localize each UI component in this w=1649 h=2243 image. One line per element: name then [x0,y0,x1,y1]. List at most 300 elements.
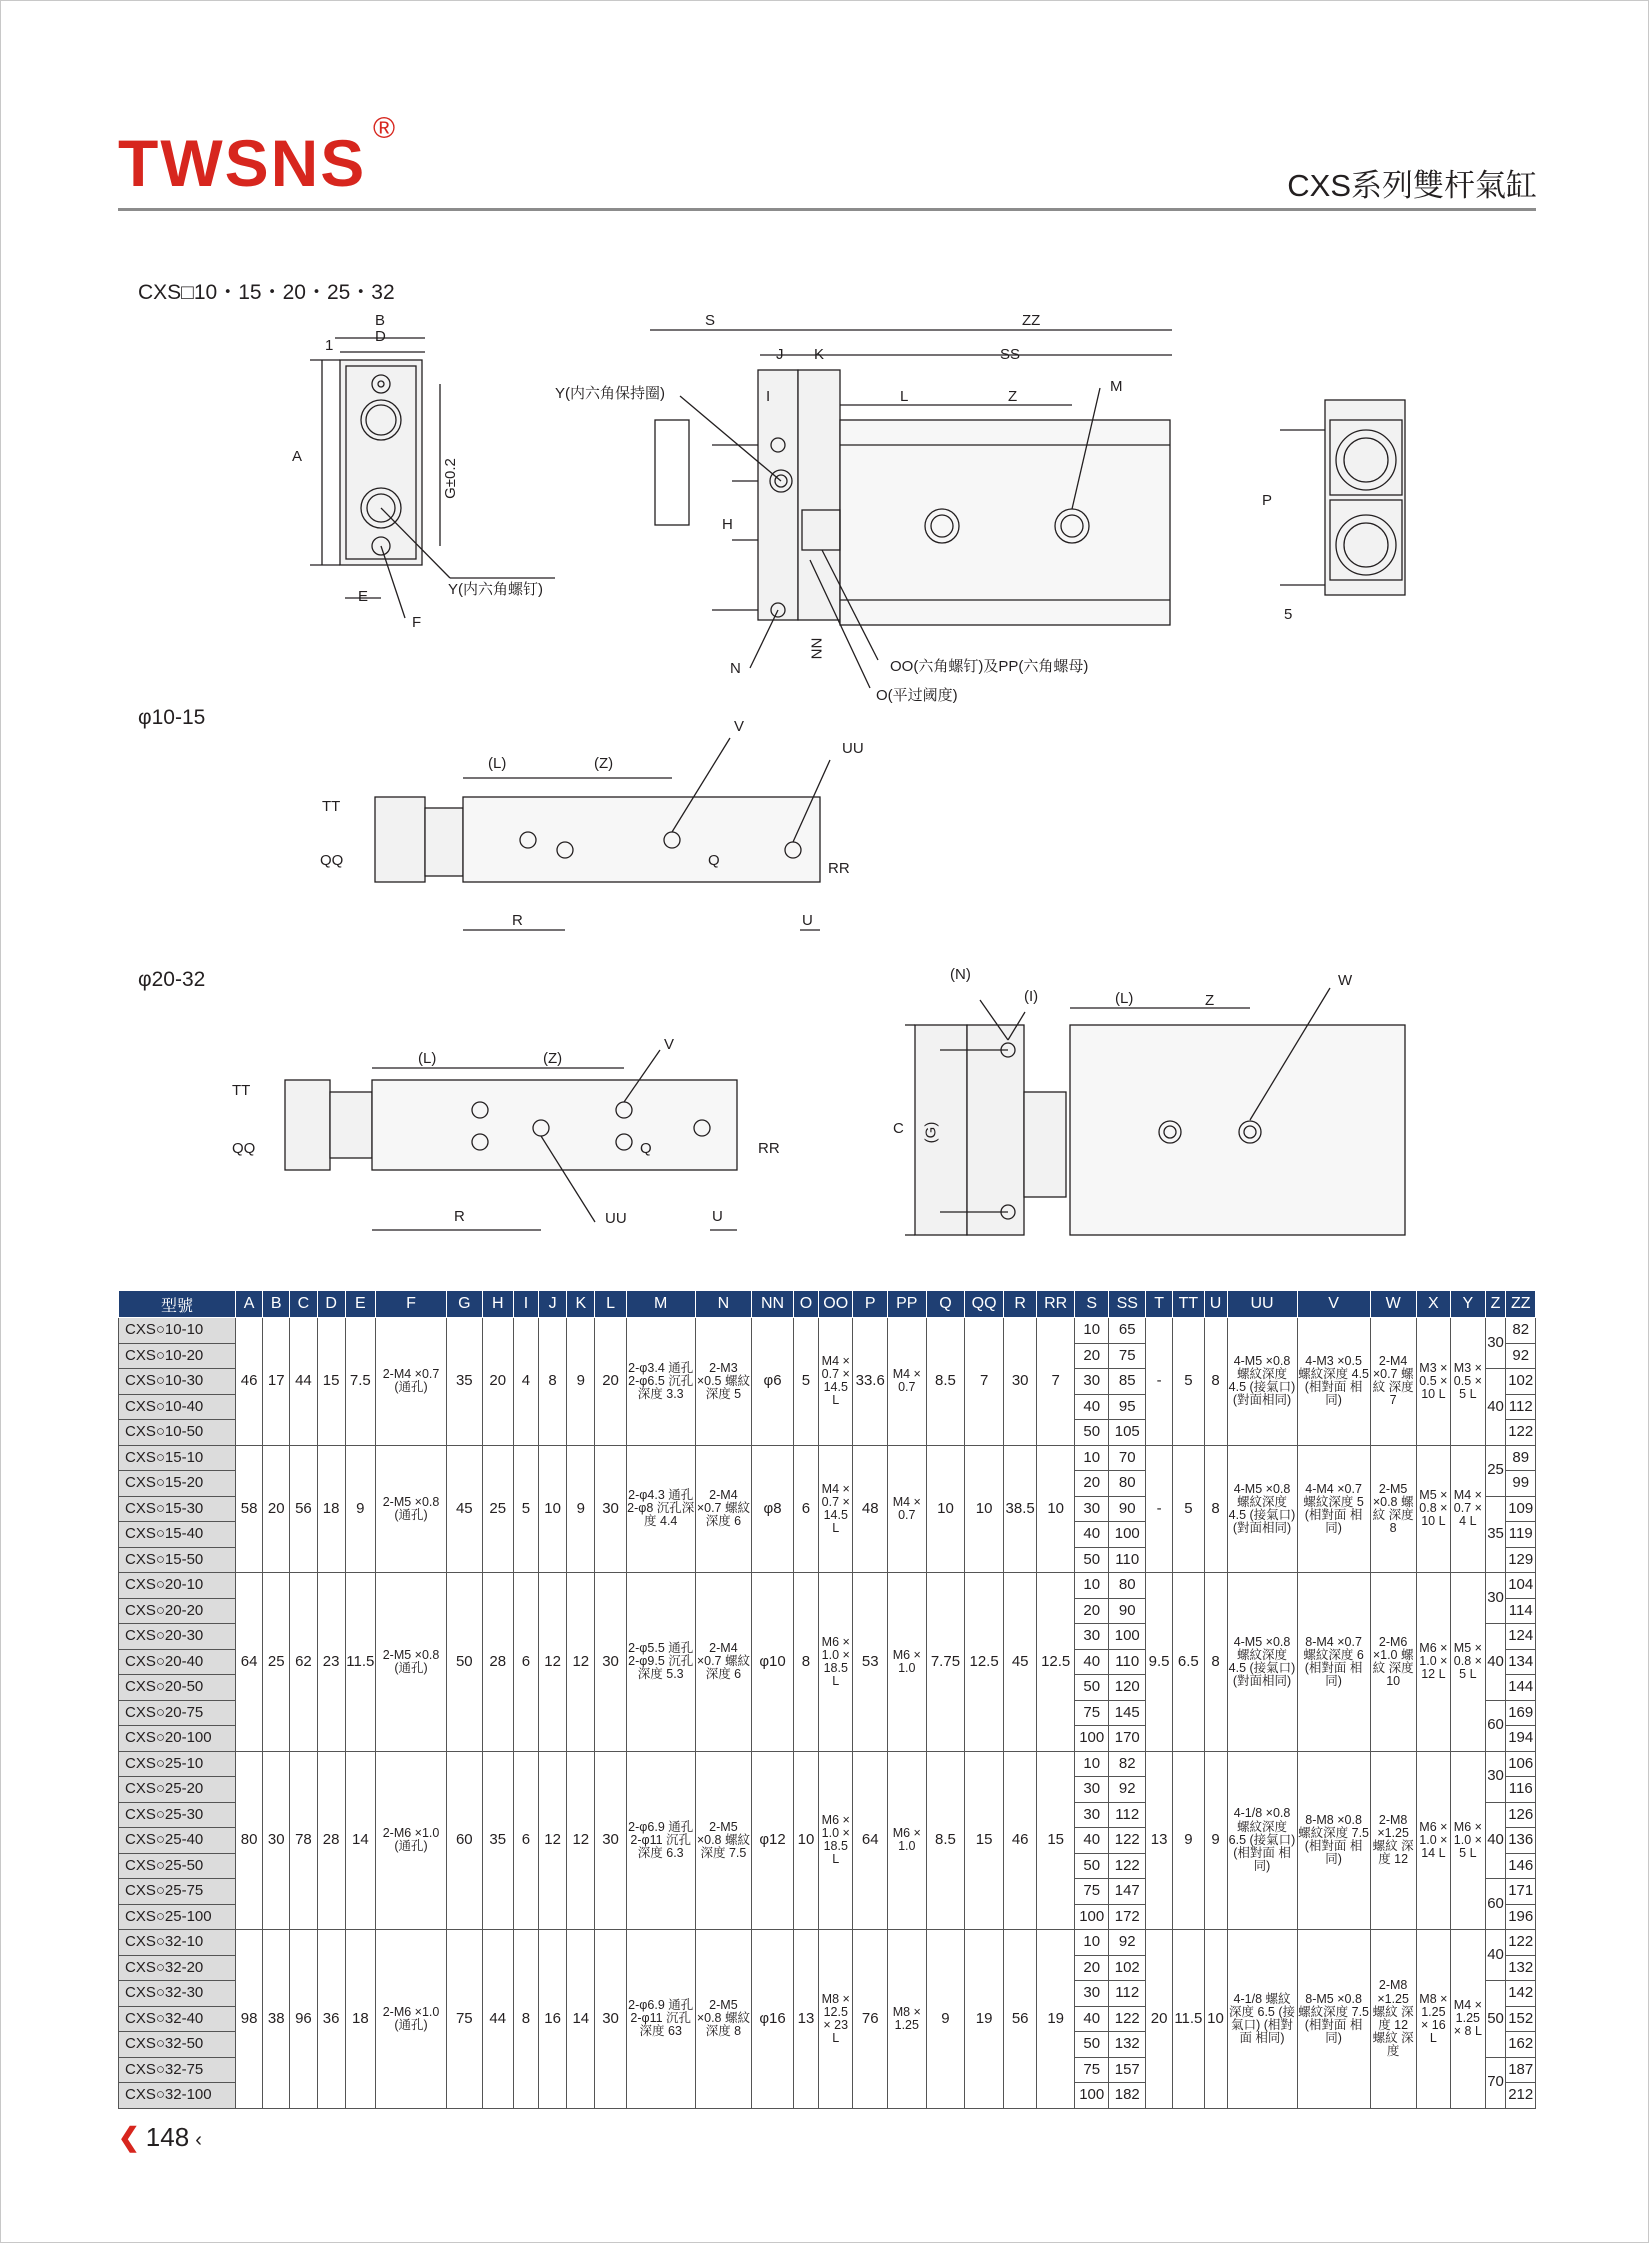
cell-zz: 89 [1506,1445,1536,1471]
header-pp: PP [887,1291,926,1318]
header-x: X [1416,1291,1450,1318]
cell-zz: 106 [1506,1751,1536,1777]
cell-m: 2-φ3.4 通孔 2-φ6.5 沉孔深度 3.3 [626,1318,695,1446]
cell-o: 10 [793,1751,818,1930]
cell-zz: 212 [1506,2083,1536,2109]
cell-zz: 122 [1506,1420,1536,1446]
cell-s: 50 [1074,1853,1108,1879]
cell-qq: 15 [965,1751,1004,1930]
header-model: 型號 [119,1291,236,1318]
cell-zz: 102 [1506,1369,1536,1395]
cell-i: 6 [513,1573,538,1752]
header-l: L [595,1291,626,1318]
cell-c: 96 [290,1930,317,2109]
small-arrow-icon: ‹ [195,2129,202,2151]
cell-j: 10 [538,1445,566,1573]
section-10-15-title: φ10-15 [138,706,206,729]
cell-q: 7.75 [926,1573,965,1752]
cell-d: 36 [317,1930,345,2109]
model-cell: CXS○15-40 [119,1522,236,1548]
cell-ss: 75 [1109,1343,1146,1369]
cell-ss: 112 [1109,1802,1146,1828]
cell-k: 12 [567,1751,595,1930]
cell-t: 20 [1146,1930,1173,2109]
cell-f: 2-M4 ×0.7 (通孔) [376,1318,447,1446]
dim-Z-1015: (Z) [594,755,614,772]
cell-e: 9 [345,1445,375,1573]
cell-zz: 196 [1506,1904,1536,1930]
dim-SS: SS [1000,346,1021,363]
cell-oo: M8 × 12.5 × 23 L [819,1930,853,2109]
dim-Z-2032: (Z) [543,1050,563,1067]
cell-oo: M6 × 1.0 × 18.5 L [819,1573,853,1752]
cell-s: 40 [1074,1828,1108,1854]
cell-s: 30 [1074,1777,1108,1803]
cell-c: 56 [290,1445,317,1573]
header-b: B [263,1291,290,1318]
cell-r: 45 [1003,1573,1036,1752]
cell-zz: 104 [1506,1573,1536,1599]
cell-i: 5 [513,1445,538,1573]
cell-s: 30 [1074,1802,1108,1828]
header-ss: SS [1109,1291,1146,1318]
cell-qq: 19 [965,1930,1004,2109]
dim-5: 5 [1284,606,1293,623]
cell-g: 60 [447,1751,483,1930]
cell-s: 30 [1074,1496,1108,1522]
cell-qq: 7 [965,1318,1004,1446]
cell-s: 100 [1074,1726,1108,1752]
dim-C: C [893,1120,904,1137]
cell-n: 2-M4 ×0.7 螺紋 深度 6 [695,1445,751,1573]
cell-c: 78 [290,1751,317,1930]
cell-h: 28 [482,1573,513,1752]
table-row [119,1751,1536,1777]
cell-ss: 92 [1109,1930,1146,1956]
cell-c: 62 [290,1573,317,1752]
dim-K: K [814,346,825,363]
cell-ss: 110 [1109,1547,1146,1573]
cell-zz: 142 [1506,1981,1536,2007]
cell-l: 30 [595,1445,626,1573]
cell-u: 8 [1204,1318,1227,1446]
cell-i: 4 [513,1318,538,1446]
table-row [119,1445,1536,1471]
cell-r: 30 [1003,1318,1036,1446]
model-cell: CXS○15-50 [119,1547,236,1573]
dim-RR-1015: RR [828,860,850,877]
cell-ss: 120 [1109,1675,1146,1701]
cell-g: 75 [447,1930,483,2109]
cell-ss: 147 [1109,1879,1146,1905]
cell-zz: 82 [1506,1318,1536,1344]
cell-ss: 85 [1109,1369,1146,1395]
side-view-drawing [650,330,1172,688]
header-g: G [447,1291,483,1318]
model-cell: CXS○25-10 [119,1751,236,1777]
cell-v: 4-M4 ×0.7 螺紋深度 5 (相對面 相同) [1297,1445,1370,1573]
cell-ss: 132 [1109,2032,1146,2058]
model-cell: CXS○20-75 [119,1700,236,1726]
cell-s: 75 [1074,1879,1108,1905]
header-oo: OO [819,1291,853,1318]
cell-i: 8 [513,1930,538,2109]
cell-o: 8 [793,1573,818,1752]
cell-x: M5 × 0.8 × 10 L [1416,1445,1450,1573]
header-e: E [345,1291,375,1318]
cell-z: 30 [1485,1318,1506,1369]
brand-logo: TWSNS [118,126,367,200]
cell-e: 7.5 [345,1318,375,1446]
cell-s: 40 [1074,1649,1108,1675]
cell-ss: 100 [1109,1522,1146,1548]
cell-r: 46 [1003,1751,1036,1930]
cell-ss: 80 [1109,1471,1146,1497]
model-cell: CXS○25-30 [119,1802,236,1828]
dim-W: W [1338,972,1353,989]
cell-k: 9 [567,1445,595,1573]
dim-Q-2032: Q [640,1140,652,1157]
cell-a: 64 [236,1573,263,1752]
dim-E: E [358,588,369,605]
dim-I-paren: (I) [1024,988,1039,1005]
cell-z: 30 [1485,1751,1506,1802]
cell-tt: 5 [1173,1445,1204,1573]
cell-n: 2-M4 ×0.7 螺紋 深度 6 [695,1573,751,1752]
cell-u: 9 [1204,1751,1227,1930]
cell-u: 10 [1204,1930,1227,2109]
label-OO-PP: OO(六角螺钉)及PP(六角螺母) [890,658,1089,675]
dim-G-paren: (G) [922,1121,940,1144]
header-z: Z [1485,1291,1506,1318]
cell-ss: 82 [1109,1751,1146,1777]
cell-zz: 171 [1506,1879,1536,1905]
dim-R-2032: R [454,1208,465,1225]
header-o: O [793,1291,818,1318]
cell-a: 98 [236,1930,263,2109]
cell-a: 58 [236,1445,263,1573]
model-cell: CXS○15-30 [119,1496,236,1522]
cell-s: 10 [1074,1573,1108,1599]
cell-ss: 70 [1109,1445,1146,1471]
table-row [119,1318,1536,1344]
cell-w: 2-M8 ×1.25 螺紋 深度 12 螺紋 深度 [1370,1930,1416,2109]
cell-s: 75 [1074,2057,1108,2083]
header-nn: NN [752,1291,794,1318]
cell-b: 25 [263,1573,290,1752]
cell-u: 8 [1204,1573,1227,1752]
cell-z: 40 [1485,1930,1506,1981]
cell-k: 12 [567,1573,595,1752]
cell-z: 40 [1485,1802,1506,1879]
dim-Z-2032-right: Z [1205,992,1215,1009]
cell-r: 56 [1003,1930,1036,2109]
cell-ss: 92 [1109,1777,1146,1803]
cell-zz: 169 [1506,1700,1536,1726]
cell-s: 50 [1074,1675,1108,1701]
dim-TT-2032: TT [232,1082,251,1099]
model-cell: CXS○10-50 [119,1420,236,1446]
left-arrow-icon: ❮ [118,2122,140,2152]
section-20-32-title: φ20-32 [138,968,206,991]
cell-tt: 6.5 [1173,1573,1204,1752]
dim-N-paren: (N) [950,966,971,983]
cell-s: 10 [1074,1445,1108,1471]
cell-zz: 146 [1506,1853,1536,1879]
cell-p: 48 [853,1445,887,1573]
cell-b: 17 [263,1318,290,1446]
label-Y-screw: Y(内六角螺钉) [448,581,543,598]
model-cell: CXS○20-20 [119,1598,236,1624]
page-title: CXS系列雙杆氣缸 [1287,168,1537,203]
cell-ss: 170 [1109,1726,1146,1752]
registered-mark: ® [373,112,396,145]
dim-UU-2032: UU [605,1210,627,1227]
cell-x: M3 × 0.5 × 10 L [1416,1318,1450,1446]
cell-qq: 10 [965,1445,1004,1573]
dim-1: 1 [325,337,334,354]
cell-i: 6 [513,1751,538,1930]
model-cell: CXS○10-20 [119,1343,236,1369]
cell-zz: 99 [1506,1471,1536,1497]
cell-ss: 182 [1109,2083,1146,2109]
cell-q: 8.5 [926,1751,965,1930]
header-n: N [695,1291,751,1318]
cell-o: 5 [793,1318,818,1446]
cell-rr: 19 [1037,1930,1075,2109]
cell-w: 2-M6 ×1.0 螺紋 深度 10 [1370,1573,1416,1752]
cell-z: 40 [1485,1624,1506,1701]
model-cell: CXS○10-40 [119,1394,236,1420]
cell-j: 12 [538,1751,566,1930]
cell-pp: M4 × 0.7 [887,1445,926,1573]
model-cell: CXS○15-10 [119,1445,236,1471]
cell-qq: 12.5 [965,1573,1004,1752]
cell-pp: M6 × 1.0 [887,1751,926,1930]
dim-R-1015: R [512,912,523,929]
header-y: Y [1451,1291,1485,1318]
cell-s: 40 [1074,2006,1108,2032]
cell-o: 13 [793,1930,818,2109]
right-view-drawing [1280,400,1405,595]
cell-n: 2-M5 ×0.8 螺紋 深度 8 [695,1930,751,2109]
cell-nn: φ12 [752,1751,794,1930]
header-a: A [236,1291,263,1318]
header-j: J [538,1291,566,1318]
cell-zz: 126 [1506,1802,1536,1828]
cell-j: 16 [538,1930,566,2109]
cell-s: 50 [1074,1420,1108,1446]
cell-v: 8-M4 ×0.7 螺紋深度 6 (相對面 相同) [1297,1573,1370,1752]
cell-g: 35 [447,1318,483,1446]
cell-m: 2-φ6.9 通孔 2-φ11 沉孔深度 6.3 [626,1751,695,1930]
cell-uu: 4-M5 ×0.8 螺紋深度 4.5 (接氣口) (對面相同) [1227,1318,1297,1446]
model-cell: CXS○32-20 [119,1955,236,1981]
cell-b: 38 [263,1930,290,2109]
cell-nn: φ8 [752,1445,794,1573]
header-f: F [376,1291,447,1318]
cell-s: 100 [1074,2083,1108,2109]
header-u: U [1204,1291,1227,1318]
model-cell: CXS○25-40 [119,1828,236,1854]
cell-oo: M4 × 0.7 × 14.5 L [819,1445,853,1573]
model-cell: CXS○25-50 [119,1853,236,1879]
dim-S: S [705,312,716,329]
header-i: I [513,1291,538,1318]
header-t: T [1146,1291,1173,1318]
cell-s: 10 [1074,1751,1108,1777]
cell-rr: 12.5 [1037,1573,1075,1752]
cell-zz: 114 [1506,1598,1536,1624]
cell-rr: 15 [1037,1751,1075,1930]
cell-ss: 105 [1109,1420,1146,1446]
cell-s: 50 [1074,2032,1108,2058]
model-cell: CXS○25-20 [119,1777,236,1803]
dim-U-2032: U [712,1208,723,1225]
cell-uu: 4-1/8 ×0.8 螺紋深度 6.5 (接氣口) (相對面 相同) [1227,1751,1297,1930]
cell-s: 40 [1074,1394,1108,1420]
cell-ss: 90 [1109,1496,1146,1522]
cell-s: 20 [1074,1598,1108,1624]
cell-p: 76 [853,1930,887,2109]
cell-s: 20 [1074,1471,1108,1497]
dim-UU-1015: UU [842,740,864,757]
cell-z: 60 [1485,1879,1506,1930]
cell-oo: M4 × 0.7 × 14.5 L [819,1318,853,1446]
cell-z: 25 [1485,1445,1506,1496]
header-q: Q [926,1291,965,1318]
label-O: O(平过阈度) [876,687,958,704]
cell-v: 4-M3 ×0.5 螺紋深度 4.5 (相對面 相同) [1297,1318,1370,1446]
cell-u: 8 [1204,1445,1227,1573]
cell-v: 8-M5 ×0.8 螺紋深度 7.5 (相對面 相同) [1297,1930,1370,2109]
cell-e: 14 [345,1751,375,1930]
dim-TT-1015: TT [322,798,341,815]
cell-pp: M4 × 0.7 [887,1318,926,1446]
dim-L: L [900,388,909,405]
cell-o: 6 [793,1445,818,1573]
table-body [119,1318,1536,2109]
dim-H: H [722,516,733,533]
model-cell: CXS○15-20 [119,1471,236,1497]
cell-ss: 90 [1109,1598,1146,1624]
cell-p: 33.6 [853,1318,887,1446]
dim-Z: Z [1008,388,1018,405]
dim-P: P [1262,492,1273,509]
cell-f: 2-M5 ×0.8 (通孔) [376,1573,447,1752]
table-row [119,1930,1536,1956]
cell-z: 30 [1485,1573,1506,1624]
cell-d: 28 [317,1751,345,1930]
cell-d: 23 [317,1573,345,1752]
cell-s: 20 [1074,1955,1108,1981]
cell-zz: 132 [1506,1955,1536,1981]
dim-L-2032: (L) [418,1050,437,1067]
cell-zz: 92 [1506,1343,1536,1369]
cell-w: 2-M5 ×0.8 螺紋 深度 8 [1370,1445,1416,1573]
cell-zz: 119 [1506,1522,1536,1548]
header-h: H [482,1291,513,1318]
dim-N: N [730,660,741,677]
cell-t: 13 [1146,1751,1173,1930]
cell-zz: 112 [1506,1394,1536,1420]
cell-uu: 4-1/8 螺紋深度 6.5 (接氣口) (相對面 相同) [1227,1930,1297,2109]
cell-e: 18 [345,1930,375,2109]
model-cell: CXS○20-40 [119,1649,236,1675]
cell-f: 2-M5 ×0.8 (通孔) [376,1445,447,1573]
cell-k: 14 [567,1930,595,2109]
cell-s: 30 [1074,1624,1108,1650]
cell-x: M6 × 1.0 × 12 L [1416,1573,1450,1752]
cell-m: 2-φ5.5 通孔 2-φ9.5 沉孔深度 5.3 [626,1573,695,1752]
model-cell: CXS○20-100 [119,1726,236,1752]
cell-pp: M6 × 1.0 [887,1573,926,1752]
header-v: V [1297,1291,1370,1318]
cell-zz: 162 [1506,2032,1536,2058]
dim-L-1015: (L) [488,755,507,772]
header-m: M [626,1291,695,1318]
model-cell: CXS○32-40 [119,2006,236,2032]
cell-s: 50 [1074,1547,1108,1573]
header-c: C [290,1291,317,1318]
page-number-value: 148 [145,2122,190,2152]
cell-g: 50 [447,1573,483,1752]
model-cell: CXS○10-10 [119,1318,236,1344]
cell-h: 25 [482,1445,513,1573]
cell-s: 75 [1074,1700,1108,1726]
cell-ss: 145 [1109,1700,1146,1726]
header-s: S [1074,1291,1108,1318]
header-k: K [567,1291,595,1318]
cell-y: M3 × 0.5 × 5 L [1451,1318,1485,1446]
cell-uu: 4-M5 ×0.8 螺紋深度 4.5 (接氣口) (對面相同) [1227,1573,1297,1752]
cell-q: 9 [926,1930,965,2109]
cell-a: 46 [236,1318,263,1446]
cell-s: 10 [1074,1930,1108,1956]
header-tt: TT [1173,1291,1204,1318]
table-row [119,1573,1536,1599]
dim-U-1015: U [802,912,813,929]
dim-ZZ: ZZ [1022,312,1041,329]
dim-V-2032: V [664,1036,675,1053]
cell-h: 44 [482,1930,513,2109]
cell-rr: 7 [1037,1318,1075,1446]
cell-y: M4 × 1.25 × 8 L [1451,1930,1485,2109]
dim-Q-1015: Q [708,852,720,869]
cell-w: 2-M4 ×0.7 螺紋 深度 7 [1370,1318,1416,1446]
cell-b: 30 [263,1751,290,1930]
cell-k: 9 [567,1318,595,1446]
model-cell: CXS○20-50 [119,1675,236,1701]
header-d: D [317,1291,345,1318]
phi-20-32-drawing [285,988,1405,1235]
cell-p: 64 [853,1751,887,1930]
cell-f: 2-M6 ×1.0 (通孔) [376,1751,447,1930]
cell-zz: 109 [1506,1496,1536,1522]
cell-ss: 172 [1109,1904,1146,1930]
cell-a: 80 [236,1751,263,1930]
cell-e: 11.5 [345,1573,375,1752]
cell-c: 44 [290,1318,317,1446]
cell-l: 30 [595,1930,626,2109]
cell-s: 10 [1074,1318,1108,1344]
cell-ss: 122 [1109,1828,1146,1854]
cell-oo: M6 × 1.0 × 18.5 L [819,1751,853,1930]
cell-z: 40 [1485,1369,1506,1446]
model-cell: CXS○32-100 [119,2083,236,2109]
cell-y: M5 × 0.8 × 5 L [1451,1573,1485,1752]
dim-M: M [1110,378,1123,395]
